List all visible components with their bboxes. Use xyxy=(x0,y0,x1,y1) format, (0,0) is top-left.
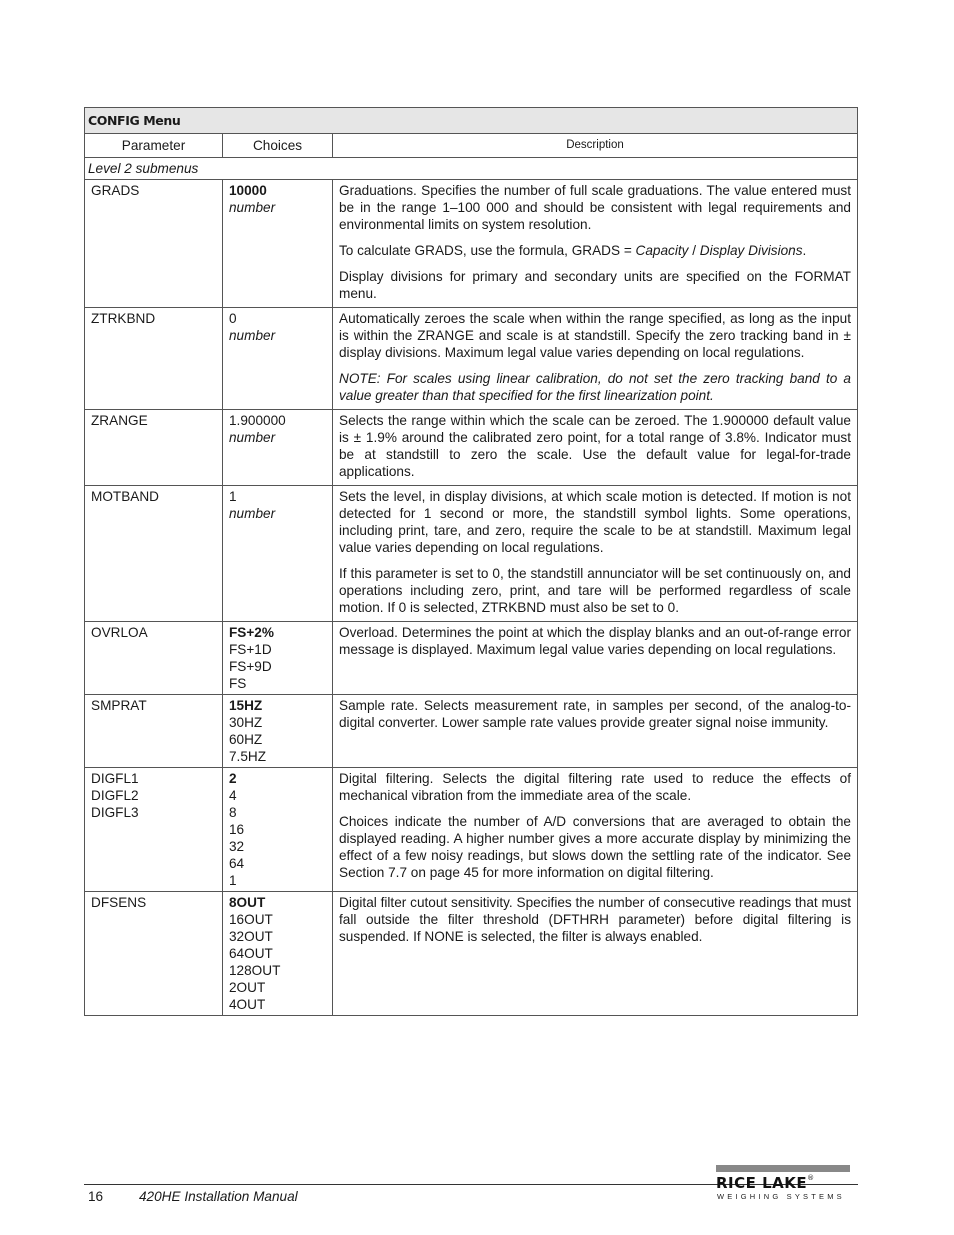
description-cell xyxy=(333,410,858,486)
header-parameter: Parameter xyxy=(85,134,223,158)
description-cell xyxy=(333,768,858,892)
choice-value: 7.5HZ xyxy=(229,749,267,764)
choice-value: 64OUT xyxy=(229,946,273,961)
choice-value: 16 xyxy=(229,822,245,837)
description-text: Digital filter cutout sensitivity. Specifies the number of consecutive readings that must fall outside the filter threshold (DFTHRH parameter) before digital filtering is suspended. If NONE is selected, the filter is always enabled. xyxy=(339,895,851,944)
table-row xyxy=(85,768,858,892)
table-row xyxy=(85,892,858,1016)
table-row xyxy=(85,410,858,486)
table-row xyxy=(85,308,858,410)
rice-lake-logo xyxy=(716,1165,856,1201)
manual-title: 420HE Installation Manual xyxy=(139,1189,298,1204)
choice-value: FS+9D xyxy=(229,659,272,674)
table-header-row xyxy=(85,134,858,158)
description-cell xyxy=(333,695,858,768)
submenu-label: Level 2 submenus xyxy=(85,158,858,180)
parameter-cell xyxy=(85,622,223,695)
description-text: Overload. Determines the point at which the display blanks and an out-of-range error message is displayed. Maximum legal value varies depending on local regulations. xyxy=(339,625,851,657)
description-text: Display Divisions xyxy=(699,243,803,258)
choice-value: FS+1D xyxy=(229,642,272,657)
description-text: Capacity xyxy=(635,243,689,258)
parameter-name: ZTRKBND xyxy=(91,311,156,326)
table-row xyxy=(85,622,858,695)
description-text: Automatically zeroes the scale when within the range specified, as long as the input is within the ZRANGE and scale is at standstill. Specify the zero tracking band in ± display divisions. Maximum legal value varies depending on local regulations. xyxy=(339,311,851,360)
parameter-cell xyxy=(85,180,223,308)
choice-value: 32OUT xyxy=(229,929,273,944)
logo-tagline: WEIGHING SYSTEMS xyxy=(717,1192,845,1201)
choice-value: 2 xyxy=(229,771,237,786)
description-paragraph xyxy=(339,182,851,233)
description-cell xyxy=(333,308,858,410)
description-cell xyxy=(333,892,858,1016)
choice-value: 128OUT xyxy=(229,963,281,978)
description-paragraph xyxy=(339,624,851,658)
choices-cell xyxy=(223,622,333,695)
description-text: / xyxy=(688,243,700,258)
logo-bar-icon xyxy=(716,1165,850,1172)
table-row xyxy=(85,486,858,622)
choice-value: number xyxy=(229,328,276,343)
choice-value: FS xyxy=(229,676,247,691)
table-title-row xyxy=(85,108,858,134)
choices-cell xyxy=(223,308,333,410)
choice-value: 1.900000 xyxy=(229,413,286,428)
description-text: To calculate GRADS, use the formula, GRADS = xyxy=(339,243,636,258)
choice-value: number xyxy=(229,506,276,521)
parameter-cell xyxy=(85,308,223,410)
description-text: Graduations. Specifies the number of full scale graduations. The value entered must be in the range 1–100 000 and should be consistent with legal requirements and environmental limits on system resolution. xyxy=(339,183,851,232)
description-text: Digital filtering. Selects the digital filtering rate used to reduce the effects of mechanical vibration from the immediate area of the scale. xyxy=(339,771,851,803)
choice-value: 1 xyxy=(229,489,237,504)
header-description: Description xyxy=(333,134,858,158)
choices-cell xyxy=(223,768,333,892)
description-paragraph xyxy=(339,488,851,556)
table-row xyxy=(85,695,858,768)
description-paragraph xyxy=(339,770,851,804)
choices-cell xyxy=(223,892,333,1016)
config-menu-table xyxy=(84,107,858,1016)
description-paragraph xyxy=(339,242,851,259)
description-text: Sets the level, in display divisions, at which scale motion is detected. If motion is not detected for 1 second or more, the standstill symbol lights. Some operations, including print, tare, and zero, require the scale to be at standstill. Maximum legal value varies depending on local regulations. xyxy=(339,489,851,555)
choices-cell xyxy=(223,486,333,622)
description-paragraph xyxy=(339,370,851,404)
choice-value: 0 xyxy=(229,311,237,326)
parameter-cell xyxy=(85,695,223,768)
choice-value: 60HZ xyxy=(229,732,263,747)
submenu-row xyxy=(85,158,858,180)
description-text: Display divisions for primary and secondary units are specified on the FORMAT menu. xyxy=(339,269,851,301)
parameter-cell xyxy=(85,768,223,892)
table-row xyxy=(85,180,858,308)
choice-value: 1 xyxy=(229,873,237,888)
choice-value: 32 xyxy=(229,839,245,854)
choice-value: 30HZ xyxy=(229,715,263,730)
parameter-name: DIGFL3 xyxy=(91,805,139,820)
description-paragraph xyxy=(339,565,851,616)
description-paragraph xyxy=(339,894,851,945)
parameter-cell xyxy=(85,892,223,1016)
description-text: Choices indicate the number of A/D conversions that are averaged to obtain the displayed reading. A higher number gives a more accurate display by minimizing the effect of a few noisy readings, but slows down the settling rate of the indicator. See Section 7.7 on page 45 for more information on digital filtering. xyxy=(339,814,851,880)
parameter-cell xyxy=(85,486,223,622)
table-title: CONFIG Menu xyxy=(85,108,858,134)
page-number: 16 xyxy=(88,1189,104,1204)
choice-value: 15HZ xyxy=(229,698,263,713)
logo-name: RICE LAKE® xyxy=(716,1174,815,1192)
description-text: NOTE: For scales using linear calibration, do not set the zero tracking band to a value greater than that specified for the first linearization point. xyxy=(339,371,851,403)
choice-value: 8 xyxy=(229,805,237,820)
description-cell xyxy=(333,486,858,622)
description-paragraph xyxy=(339,310,851,361)
description-cell xyxy=(333,622,858,695)
parameter-name: SMPRAT xyxy=(91,698,147,713)
choice-value: 8OUT xyxy=(229,895,266,910)
parameter-name: DIGFL1 xyxy=(91,771,139,786)
choices-cell xyxy=(223,695,333,768)
description-paragraph xyxy=(339,412,851,480)
choice-value: 4 xyxy=(229,788,237,803)
choice-value: 64 xyxy=(229,856,245,871)
parameter-name: ZRANGE xyxy=(91,413,148,428)
header-choices: Choices xyxy=(223,134,333,158)
parameter-cell xyxy=(85,410,223,486)
parameter-name: DIGFL2 xyxy=(91,788,139,803)
choice-value: number xyxy=(229,200,276,215)
parameter-name: OVRLOA xyxy=(91,625,148,640)
description-text: Sample rate. Selects measurement rate, in samples per second, of the analog-to-digital converter. Lower sample rate values provide greater signal noise immunity. xyxy=(339,698,851,730)
choice-value: FS+2% xyxy=(229,625,274,640)
parameter-name: GRADS xyxy=(91,183,140,198)
choice-value: number xyxy=(229,430,276,445)
description-cell xyxy=(333,180,858,308)
choices-cell xyxy=(223,410,333,486)
parameter-name: MOTBAND xyxy=(91,489,159,504)
description-text: . xyxy=(802,243,807,258)
description-text: If this parameter is set to 0, the standstill annunciator will be set continuously on, and operations including zero, print, and tare will be performed regardless of scale motion. If 0 is selected, ZTRKBND must also be set to 0. xyxy=(339,566,851,615)
description-paragraph xyxy=(339,268,851,302)
parameter-name: DFSENS xyxy=(91,895,147,910)
choices-cell xyxy=(223,180,333,308)
choice-value: 10000 xyxy=(229,183,267,198)
choice-value: 4OUT xyxy=(229,997,266,1012)
description-paragraph xyxy=(339,813,851,881)
choice-value: 16OUT xyxy=(229,912,273,927)
description-text: Selects the range within which the scale can be zeroed. The 1.900000 default value is ± 1.9% around the calibrated zero point, for a total range of 3.8%. Indicator must be at standstill to zero the scale. Use the default value for legal-for-trade applications. xyxy=(339,413,851,479)
choice-value: 2OUT xyxy=(229,980,266,995)
description-paragraph xyxy=(339,697,851,731)
